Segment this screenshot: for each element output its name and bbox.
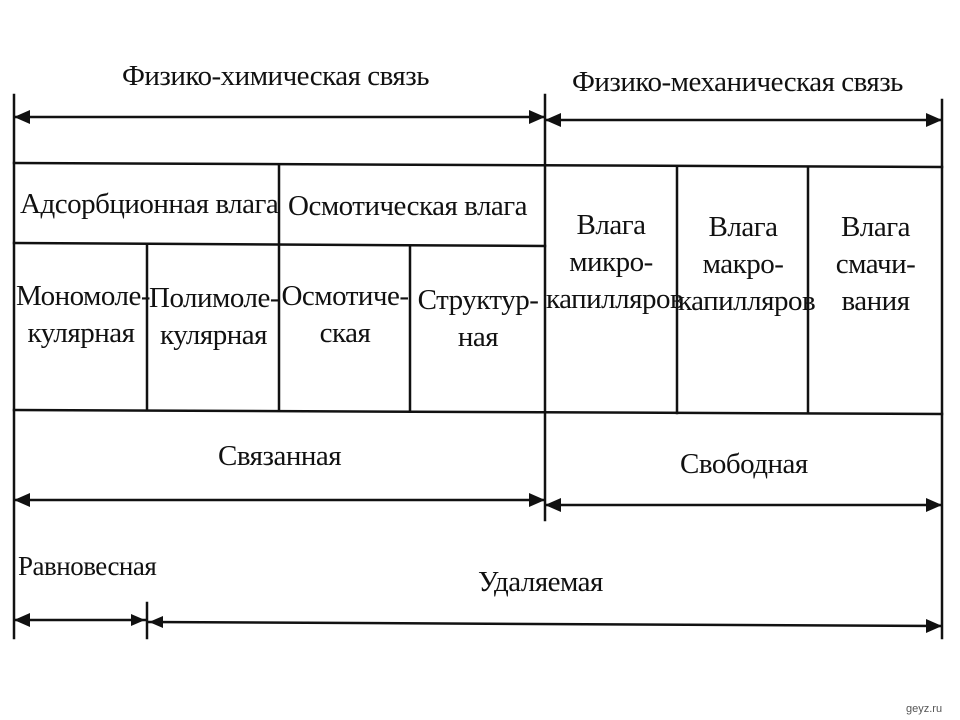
row-line-top	[14, 163, 942, 167]
microcapillary-cell: Влага микро- капилляров	[546, 209, 684, 316]
arrowhead	[14, 110, 30, 124]
arrowhead	[529, 493, 545, 507]
wetting-cell: Влага смачи- вания	[835, 211, 916, 318]
osmotic-cell: Осмотиче- ская	[281, 280, 409, 350]
arrowhead	[926, 498, 942, 512]
equilibrium-label: Равновесная	[18, 551, 157, 581]
watermark: geyz.ru	[906, 703, 943, 715]
arrowhead	[926, 619, 942, 633]
polymolecular-cell: Полимоле- кулярная	[149, 282, 280, 352]
arrowhead	[529, 110, 545, 124]
structural-cell: Структур- ная	[417, 284, 539, 354]
macrocapillary-cell: Влага макро- капилляров	[678, 211, 816, 318]
arrowhead	[14, 493, 30, 507]
arrowhead	[926, 113, 942, 127]
physico-chemical-header: Физико-химическая связь	[122, 60, 429, 92]
arrowhead	[149, 616, 163, 628]
arrowhead	[545, 498, 561, 512]
arrowhead	[545, 113, 561, 127]
adsorption-moisture-label: Адсорбционная влага	[20, 188, 279, 220]
removable-arrow-line	[149, 622, 940, 626]
monomolecular-cell: Мономоле- кулярная	[16, 280, 151, 350]
arrowhead	[14, 613, 30, 627]
physico-mechanical-header: Физико-механическая связь	[572, 66, 903, 98]
osmotic-moisture-label: Осмотическая влага	[288, 190, 528, 222]
arrowhead	[131, 614, 145, 626]
free-moisture-label: Свободная	[680, 448, 808, 480]
bound-moisture-label: Связанная	[218, 440, 342, 472]
removable-label: Удаляемая	[478, 566, 603, 598]
row-line-cells	[14, 410, 942, 414]
